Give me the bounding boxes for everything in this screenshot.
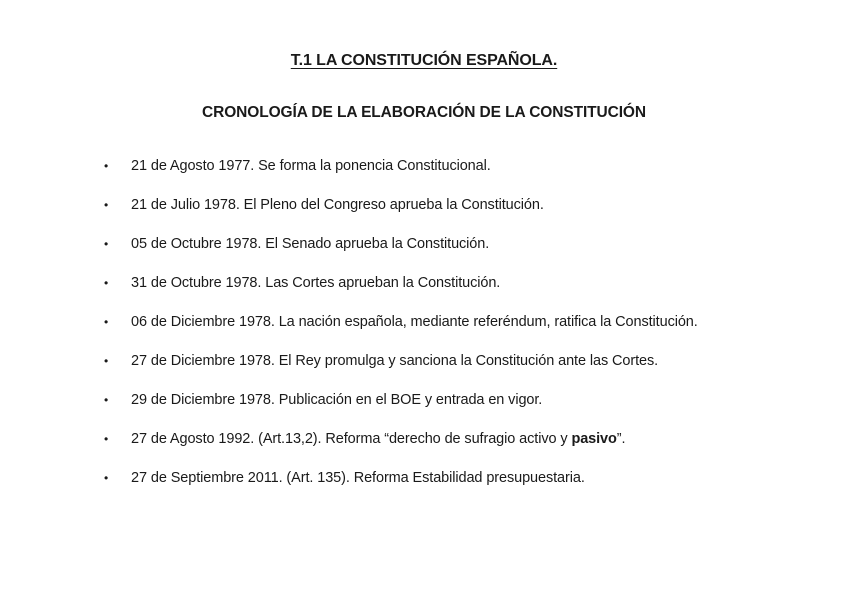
section-subtitle: CRONOLOGÍA DE LA ELABORACIÓN DE LA CONSTITUCIÓN: [202, 104, 646, 121]
list-item-text: 29 de Diciembre 1978. Publicación en el BOE y entrada en vigor.: [131, 392, 543, 408]
list-item-text: 05 de Octubre 1978. El Senado aprueba la Constitución.: [131, 236, 490, 252]
page-title: [0, 52, 848, 70]
list-item: [104, 231, 764, 258]
list-item: [104, 153, 764, 180]
list-item-text: 06 de Diciembre 1978. La nación española, mediante referéndum, ratifica la Constitución.: [131, 314, 698, 330]
list-item: [104, 426, 764, 453]
list-item: [104, 387, 764, 414]
bullet-icon: •: [104, 471, 109, 485]
chronology-list: [104, 153, 764, 504]
list-item: [104, 192, 764, 219]
list-item-text: 27 de Diciembre 1978. El Rey promulga y sanciona la Constitución ante las Cortes.: [131, 353, 659, 369]
list-item-text: 27 de Septiembre 2011. (Art. 135). Reforma Estabilidad presupuestaria.: [131, 470, 585, 486]
list-item-text-before: 27 de Agosto 1992. (Art.13,2). Reforma “derecho de sufragio activo y: [131, 431, 572, 447]
bullet-icon: •: [104, 237, 109, 251]
list-item-text: 21 de Julio 1978. El Pleno del Congreso aprueba la Constitución.: [131, 197, 544, 213]
list-item: [104, 309, 764, 336]
bullet-icon: •: [104, 159, 109, 173]
bullet-icon: •: [104, 315, 109, 329]
bullet-icon: •: [104, 276, 109, 290]
list-item-text-after: ”.: [616, 431, 626, 447]
list-item: [104, 270, 764, 297]
list-item: [104, 348, 764, 375]
list-item-emphasis: pasivo: [571, 431, 617, 447]
list-item-text: 31 de Octubre 1978. Las Cortes aprueban la Constitución.: [131, 275, 501, 291]
bullet-icon: •: [104, 354, 109, 368]
list-item-text: 21 de Agosto 1977. Se forma la ponencia Constitucional.: [131, 158, 491, 174]
bullet-icon: •: [104, 393, 109, 407]
bullet-icon: •: [104, 198, 109, 212]
list-item: [104, 465, 764, 492]
page-title-text: T.1 LA CONSTITUCIÓN ESPAÑOLA.: [290, 52, 558, 69]
bullet-icon: •: [104, 432, 109, 446]
